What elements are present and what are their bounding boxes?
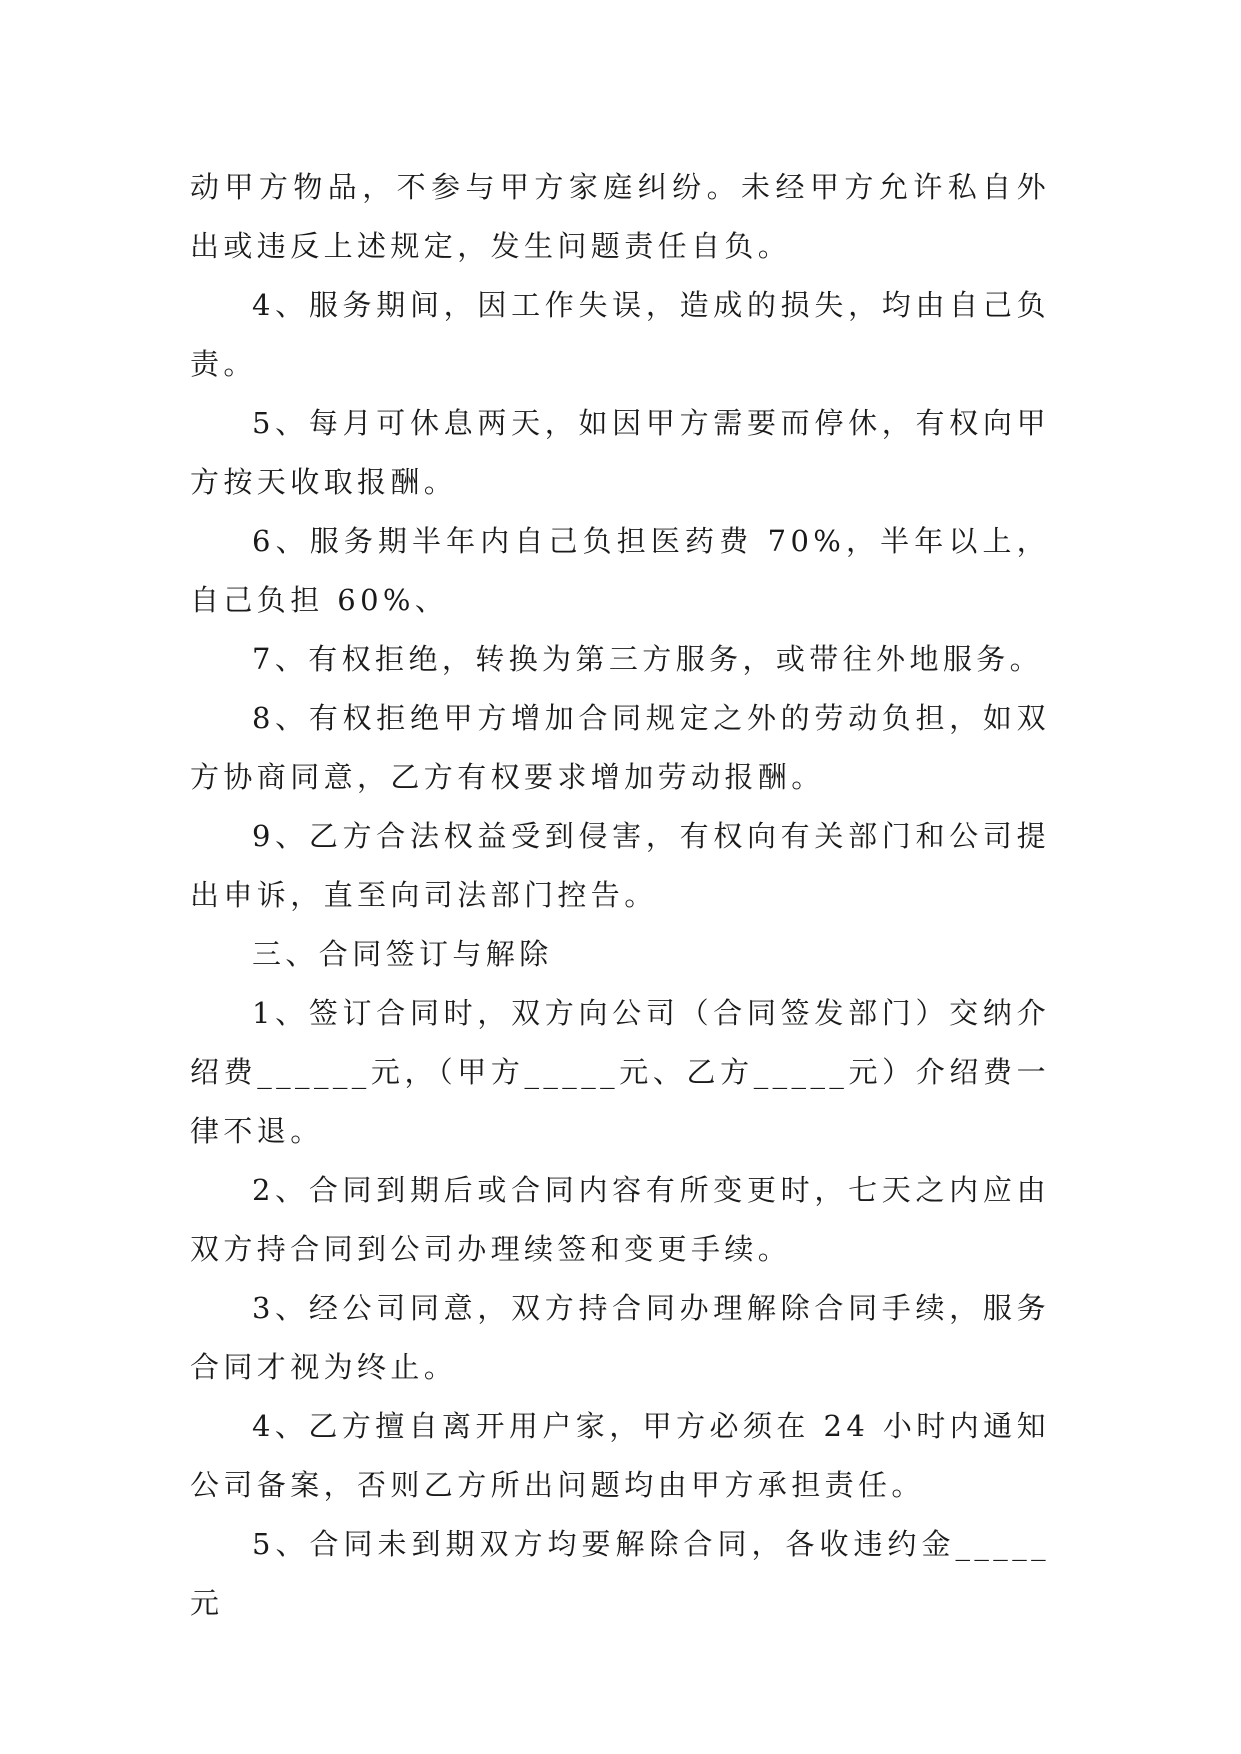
paragraph-clause-8: 8、有权拒绝甲方增加合同规定之外的劳动负担，如双方协商同意，乙方有权要求增加劳动报酬。 <box>190 701 1050 794</box>
paragraph-sign-clause-3: 3、经公司同意，双方持合同办理解除合同手续，服务合同才视为终止。 <box>190 1291 1050 1384</box>
paragraph-clause-9: 9、乙方合法权益受到侵害，有权向有关部门和公司提出申诉，直至向司法部门控告。 <box>190 819 1050 912</box>
paragraph-sign-clause-1: 1、签订合同时，双方向公司（合同签发部门）交纳介绍费______元，（甲方_____元、乙方_____元）介绍费一律不退。 <box>190 996 1050 1148</box>
paragraph-clause-6: 6、服务期半年内自己负担医药费 70%，半年以上，自己负担 60%、 <box>190 524 1050 617</box>
paragraph-sign-clause-5: 5、合同未到期双方均要解除合同，各收违约金_____元 <box>190 1527 1050 1620</box>
paragraph-clause-4: 4、服务期间，因工作失误，造成的损失，均由自己负责。 <box>190 288 1050 381</box>
paragraph-clause-7: 7、有权拒绝，转换为第三方服务，或带往外地服务。 <box>252 642 1044 676</box>
paragraph-clause-5: 5、每月可休息两天，如因甲方需要而停休，有权向甲方按天收取报酬。 <box>190 406 1050 499</box>
document-body <box>190 158 1050 1633</box>
paragraph-sign-clause-4: 4、乙方擅自离开用户家，甲方必须在 24 小时内通知公司备案，否则乙方所出问题均由甲方承担责任。 <box>190 1409 1050 1502</box>
section-heading-3: 三、合同签订与解除 <box>252 937 553 971</box>
paragraph-continuation: 动甲方物品，不参与甲方家庭纠纷。未经甲方允许私自外出或违反上述规定，发生问题责任自负。 <box>190 170 1050 263</box>
paragraph-sign-clause-2: 2、合同到期后或合同内容有所变更时，七天之内应由双方持合同到公司办理续签和变更手续。 <box>190 1173 1050 1266</box>
